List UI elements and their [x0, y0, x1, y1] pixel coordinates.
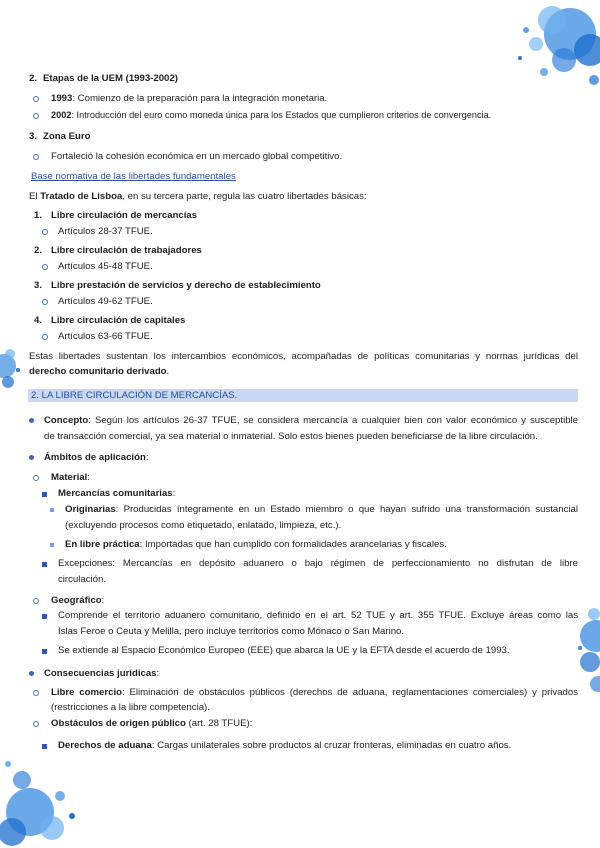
list-item: 2002: Introducción del euro como moneda única para los Estados que cumplieron criterios de convergencia.: [51, 110, 492, 120]
freedom-title: Libre circulación de trabajadores: [51, 245, 202, 256]
freedom-articles: Artículos 49-62 TFUE.: [58, 296, 153, 307]
geografico-heading: Geográfico:: [51, 595, 105, 606]
list-number: 1.: [34, 210, 43, 221]
uem-heading: Etapas de la UEM (1993-2002): [43, 73, 178, 84]
zona-euro-heading: Zona Euro: [43, 131, 91, 142]
geografico-paragraph: Comprende el territorio aduanero comunitario, definido en el art. 52 TUE y art. 355 TFUE. Excluye áreas como las: [58, 610, 578, 621]
bullet-circle: [42, 299, 48, 305]
list-number: 2.: [34, 245, 43, 256]
freedom-title: Libre circulación de capitales: [51, 315, 186, 326]
base-closing-end: derecho comunitario derivado.: [29, 366, 170, 377]
obstaculos-heading: Obstáculos de origen público (art. 28 TFUE):: [51, 718, 253, 729]
bullet-circle: [42, 229, 48, 235]
watercolor-splash-decoration: [0, 340, 24, 400]
bullet-circle: [42, 334, 48, 340]
bullet-dot: [29, 455, 34, 460]
section-heading-band: [28, 389, 578, 402]
bullet-square: [42, 649, 47, 654]
bullet-square: [42, 744, 47, 749]
bullet-circle: [42, 264, 48, 270]
libre-comercio-paragraph-cont: (restricciones a la libre competencia).: [51, 702, 210, 713]
bullet-square-small: [50, 508, 54, 512]
eee-item: Se extiende al Espacio Económico Europeo (EEE) que abarca la UE y la EFTA desde el acuerdo de 1993.: [58, 645, 510, 656]
concepto-paragraph: Concepto: Según los artículos 26-37 TFUE, se considera mercancía a cualquier bien con valor económico y susceptible: [44, 415, 578, 426]
bullet-circle: [33, 721, 39, 727]
bullet-circle: [33, 113, 39, 119]
concepto-paragraph-cont: de transacción comercial, ya sea material o inmaterial. Solo estos bienes pueden beneficiarse de la libre circulación.: [44, 431, 538, 442]
excepciones-paragraph: Excepciones: Mercancías en depósito aduanero o bajo régimen de perfeccionamiento no disfrutan de libre: [58, 558, 578, 569]
bullet-square-small: [50, 543, 54, 547]
base-normativa-heading[interactable]: Base normativa de las libertades fundamentales: [31, 171, 236, 182]
base-intro: El Tratado de Lisboa, en su tercera parte, regula las cuatro libertades básicas:: [29, 191, 367, 202]
list-number: 4.: [34, 315, 43, 326]
bullet-dot: [29, 671, 34, 676]
mercancias-heading: Mercancías comunitarias:: [58, 488, 176, 499]
list-item: 1993: Comienzo de la preparación para la integración monetaria.: [51, 93, 328, 104]
watercolor-splash-decoration: [506, 0, 600, 92]
bullet-circle: [33, 598, 39, 604]
freedom-articles: Artículos 63-66 TFUE.: [58, 331, 153, 342]
freedom-articles: Artículos 28-37 TFUE.: [58, 226, 153, 237]
bullet-circle: [33, 96, 39, 102]
libre-practica-item: En libre práctica: Importadas que han cumplido con formalidades arancelarias y fiscales.: [65, 539, 447, 550]
bullet-circle: [33, 690, 39, 696]
base-closing: Estas libertades sustentan los intercambios económicos, acompañadas de políticas comunitarias y normas jurídicas del: [29, 351, 578, 362]
bullet-square: [42, 614, 47, 619]
derechos-aduana-item: Derechos de aduana: Cargas unilaterales sobre productos al cruzar fronteras, eliminadas en cuatro años.: [58, 740, 512, 751]
list-number: 3.: [34, 280, 43, 291]
bullet-square: [42, 562, 47, 567]
list-number: 3.: [29, 131, 38, 142]
bullet-square: [42, 492, 47, 497]
originarias-paragraph-cont: (excluyendo procesos como etiquetado, enlatado, limpieza, etc.).: [65, 520, 342, 531]
section-title: 2. LA LIBRE CIRCULACIÓN DE MERCANCÍAS.: [31, 390, 238, 401]
list-item: Fortaleció la cohesión económica en un mercado global competitivo.: [51, 151, 343, 162]
watercolor-splash-decoration: [0, 756, 86, 848]
freedom-title: Libre circulación de mercancías: [51, 210, 198, 221]
bullet-circle: [33, 154, 39, 160]
bullet-circle: [33, 475, 39, 481]
consecuencias-heading: Consecuencias jurídicas:: [44, 668, 160, 679]
originarias-paragraph: Originarias: Producidas íntegramente en un Estado miembro o que hayan sufrido una transformación sustancial: [65, 504, 578, 515]
bullet-dot: [29, 418, 34, 423]
geografico-paragraph-cont: Islas Feroe o Ceuta y Melilla, pero incluye territorios como Mónaco o San Marino.: [58, 626, 405, 637]
material-heading: Material:: [51, 472, 90, 483]
libre-comercio-paragraph: Libre comercio: Eliminación de obstáculos públicos (derechos de aduana, reglamentaciones comerciales) y privados: [51, 687, 578, 698]
ambitos-heading: Ámbitos de aplicación:: [44, 452, 149, 463]
list-number: 2.: [29, 73, 38, 84]
excepciones-paragraph-cont: circulación.: [58, 574, 106, 585]
freedom-title: Libre prestación de servicios y derecho de establecimiento: [51, 280, 321, 291]
freedom-articles: Artículos 45-48 TFUE.: [58, 261, 153, 272]
